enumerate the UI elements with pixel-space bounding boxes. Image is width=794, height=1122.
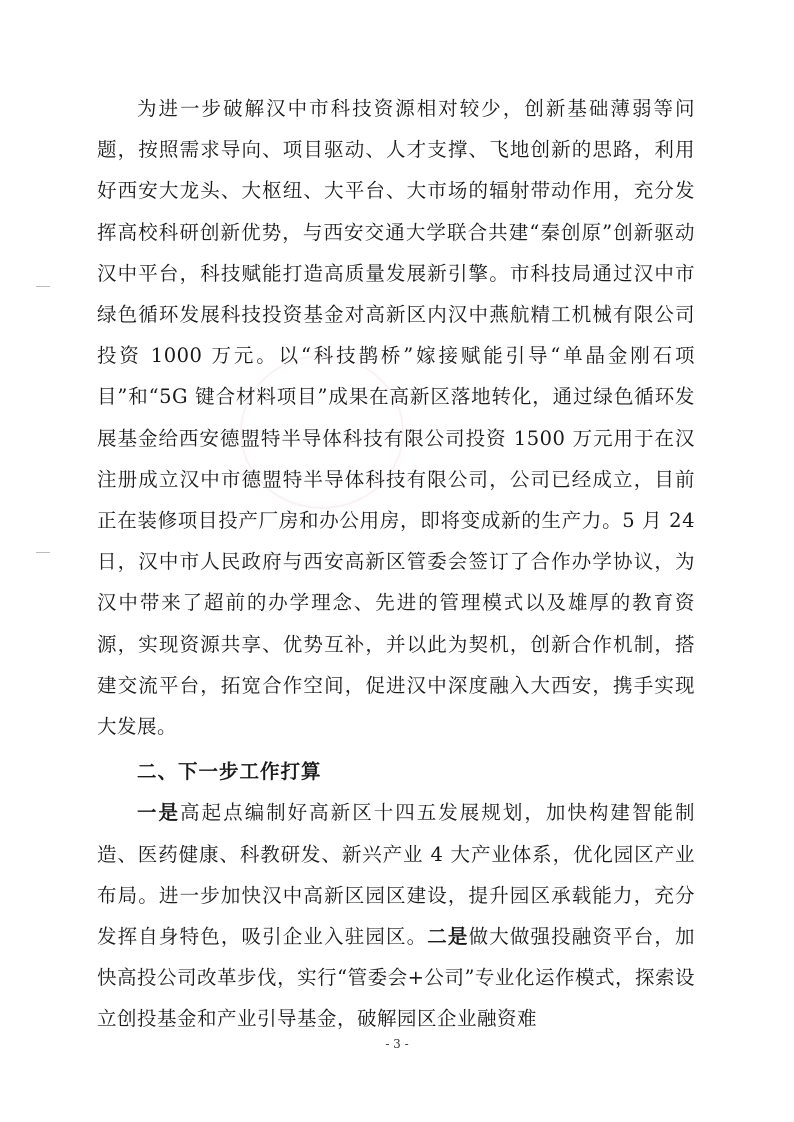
paragraph-text: 高起点编制好高新区十四五发展规划，加快构建智能制造、医药健康、科教研发、新兴产业 4 大产业体系，优化园区产业布局。进一步加快汉中高新区园区建设，提升园区承载能力，充分发挥自身特色，吸引企业入驻园区。 xyxy=(97,801,695,949)
body-paragraph xyxy=(97,792,695,1039)
paragraph-text: 做大做强投融资平台，加快高投公司改革步伐，实行“管委会+公司”专业化运作模式，探索设立创投基金和产业引导基金，破解园区企业融资难 xyxy=(97,925,695,1031)
document-body xyxy=(97,88,695,1040)
paragraph-lead: 一是 xyxy=(137,801,181,825)
paragraph-lead: 二是 xyxy=(427,925,469,949)
section-heading: 二、下一步工作打算 xyxy=(137,760,322,784)
binding-margin-mark xyxy=(36,552,50,553)
page-number: - 3 - xyxy=(385,1037,409,1051)
body-paragraph: 为进一步破解汉中市科技资源相对较少，创新基础薄弱等问题，按照需求导向、项目驱动、人才支撑、飞地创新的思路，利用好西安大龙头、大枢纽、大平台、大市场的辐射带动作用，充分发挥高校科研创新优势，与西安交通大学联合共建“秦创原”创新驱动汉中平台，科技赋能打造高质量发展新引擎。市科技局通过汉中市绿色循环发展科技投资基金对高新区内汉中燕航精工机械有限公司投资 1000 万元。以“科技鹊桥”嫁接赋能引导“单晶金刚石项目”和“5G 键合材料项目”成果在高新区落地转化，通过绿色循环发展基金给西安德盟特半导体科技有限公司投资 1500 万元用于在汉注册成立汉中市德盟特半导体科技有限公司，公司已经成立，目前正在装修项目投产厂房和办公用房，即将变成新的生产力。5 月 24 日，汉中市人民政府与西安高新区管委会签订了合作办学协议，为汉中带来了超前的办学理念、先进的管理模式以及雄厚的教育资源，实现资源共享、优势互补，并以此为契机，创新合作机制，搭建交流平台，拓宽合作空间，促进汉中深度融入大西安，携手实现大发展。 xyxy=(97,97,695,739)
binding-margin-mark xyxy=(36,286,50,287)
